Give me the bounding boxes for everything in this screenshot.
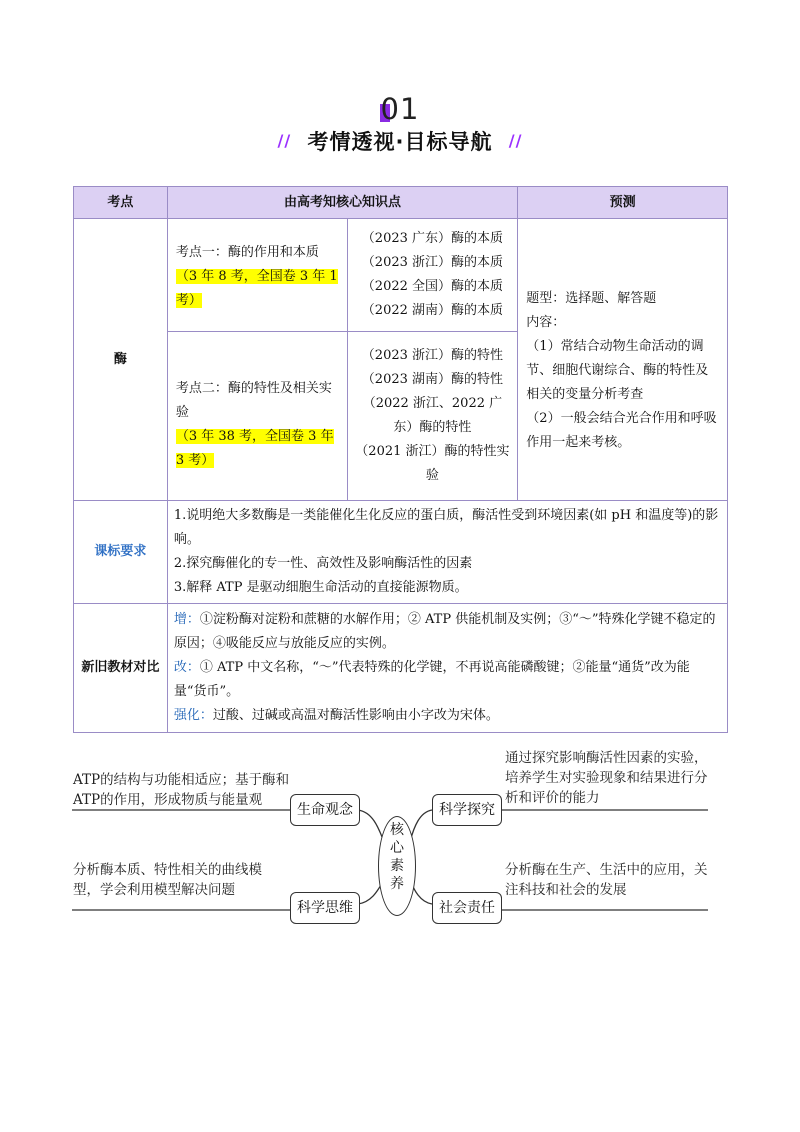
knowledge-point-2 bbox=[167, 332, 347, 501]
section-header bbox=[0, 126, 800, 156]
exam-overview-table bbox=[73, 186, 728, 733]
core-literacy-label: 核心素养 bbox=[390, 822, 404, 892]
list-item: （2022 湖南）酶的本质 bbox=[361, 303, 504, 318]
compare-label: 新旧教材对比 bbox=[74, 604, 168, 733]
section-title: 考情透视·目标导航 bbox=[307, 130, 493, 154]
scientific-inquiry-text: 通过探究影响酶活性因素的实验，培养学生对实验现象和结果进行分析和评价的能力 bbox=[505, 750, 708, 806]
table-header-row bbox=[74, 187, 728, 219]
life-concept-text: ATP的结构与功能相适应；基于酶和ATP的作用，形成物质与能量观 bbox=[73, 772, 290, 808]
prediction-content-label: 内容： bbox=[526, 314, 566, 330]
prediction-point-2: （2）一般会结合光合作用和呼吸作用一起来考核。 bbox=[526, 410, 717, 450]
compare-strengthen bbox=[174, 704, 721, 728]
scientific-inquiry-node: 科学探究 bbox=[432, 794, 502, 826]
compare-add bbox=[174, 608, 721, 656]
curriculum-line-2: 2.探究酶催化的专一性、高效性及影响酶活性的因素 bbox=[173, 556, 473, 571]
topic-cell: 酶 bbox=[74, 219, 168, 501]
scientific-thinking-text: 分析酶本质、特性相关的曲线模型，学会利用模型解决问题 bbox=[73, 862, 262, 898]
header-knowledge: 由高考知核心知识点 bbox=[167, 187, 517, 219]
change-text: ① ATP 中文名称，“～”代表特殊的化学键，不再说高能磷酸键；②能量“通货”改为能量“货币”。 bbox=[173, 660, 690, 699]
social-responsibility-text: 分析酶在生产、生活中的应用，关注科技和社会的发展 bbox=[505, 862, 708, 898]
kp2-exams bbox=[347, 332, 518, 501]
add-text: ①淀粉酶对淀粉和蔗糖的水解作用；② ATP 供能机制及实例；③“～”特殊化学键不稳定的原因；④吸能反应与放能反应的实例。 bbox=[173, 612, 716, 651]
curriculum-line-1: 1.说明绝大多数酶是一类能催化生化反应的蛋白质，酶活性受到环境因素(如 pH 和温度等)的影响。 bbox=[173, 508, 719, 547]
social-responsibility-node: 社会责任 bbox=[432, 892, 502, 924]
header-topic: 考点 bbox=[74, 187, 168, 219]
add-tag: 增： bbox=[173, 612, 200, 627]
curriculum-text bbox=[167, 501, 727, 604]
change-tag: 改： bbox=[173, 660, 200, 675]
section-title-wrap bbox=[278, 126, 523, 156]
compare-text bbox=[167, 604, 727, 733]
kp1-stat: （3 年 8 考，全国卷 3 年 1 考） bbox=[175, 269, 338, 308]
left-slash-decoration: // bbox=[277, 131, 292, 150]
core-literacy-mindmap bbox=[0, 730, 800, 960]
kp2-title: 考点二：酶的特性及相关实验 bbox=[175, 381, 332, 420]
kp2-stat: （3 年 38 考，全国卷 3 年 3 考） bbox=[175, 429, 334, 468]
section-number: 01 bbox=[380, 92, 420, 126]
strengthen-text: 过酸、过碱或高温对酶活性影响由小字改为宋体。 bbox=[212, 708, 499, 723]
life-concept-node: 生命观念 bbox=[290, 794, 360, 826]
right-slash-decoration: // bbox=[508, 131, 523, 150]
kp1-title: 考点一：酶的作用和本质 bbox=[175, 245, 319, 260]
list-item: （2022 浙江、2022 广东）酶的特性 bbox=[362, 396, 503, 435]
curriculum-line-3: 3.解释 ATP 是驱动细胞生命活动的直接能源物质。 bbox=[173, 580, 468, 595]
list-item: （2021 浙江）酶的特性实验 bbox=[355, 444, 510, 483]
prediction-type: 题型：选择题、解答题 bbox=[526, 290, 657, 306]
table-row-curriculum bbox=[74, 501, 728, 604]
scientific-thinking-node: 科学思维 bbox=[290, 892, 360, 924]
table-row-compare bbox=[74, 604, 728, 733]
strengthen-tag: 强化： bbox=[173, 708, 213, 723]
core-literacy-node bbox=[378, 816, 416, 916]
knowledge-point-1 bbox=[167, 219, 347, 332]
kp1-exams bbox=[347, 219, 518, 332]
list-item: （2022 全国）酶的本质 bbox=[361, 279, 504, 294]
list-item: （2023 浙江）酶的特性 bbox=[361, 348, 504, 363]
header-prediction: 预测 bbox=[518, 187, 728, 219]
curriculum-label: 课标要求 bbox=[74, 501, 168, 604]
compare-change bbox=[174, 656, 721, 704]
prediction-point-1: （1）常结合动物生命活动的调节、细胞代谢综合、酶的特性及相关的变量分析考查 bbox=[526, 338, 709, 402]
prediction-cell bbox=[518, 219, 728, 501]
list-item: （2023 湖南）酶的特性 bbox=[361, 372, 504, 387]
list-item: （2023 浙江）酶的本质 bbox=[361, 255, 504, 270]
table-row-kp1 bbox=[74, 219, 728, 332]
list-item: （2023 广东）酶的本质 bbox=[361, 231, 504, 246]
